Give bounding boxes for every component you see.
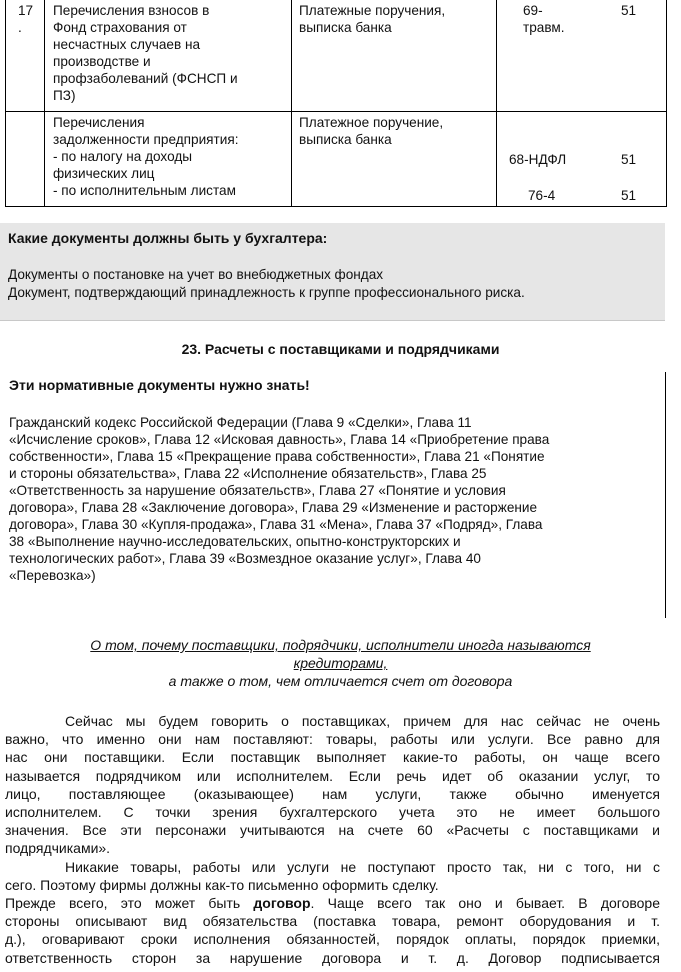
credit-account: 51 <box>621 152 637 167</box>
body-line: стороны описывают вид обязательства (поставка товара, ремонт оборудования и т. <box>5 913 660 930</box>
subtitle-line: О том, почему поставщики, подрядчики, исполнители иногда называются <box>90 637 591 653</box>
operation-description: Перечисления задолженности предприятия: - по налогу на доходы физических лиц - по исполнительным листам <box>53 115 239 198</box>
body-line: лицо, поставляющее (оказывающее) нам услуги, также обычно именуется <box>5 785 660 802</box>
operation-description: Перечисления взносов в Фонд страхования от несчастных случаев на производстве и профзаболеваний (ФСНСП и ПЗ) <box>53 3 238 103</box>
normative-line: «Исчисление сроков», Глава 12 «Исковая давность», Глава 14 «Приобретение права <box>9 432 550 447</box>
description-cell <box>44 111 291 206</box>
body-line: значения. Все эти персонажи учитываются на счете 60 «Расчеты с поставщиками и <box>5 822 660 839</box>
credit-account: 51 <box>621 3 637 18</box>
normative-documents-box <box>5 372 666 618</box>
normative-line: договора», Глава 30 «Купля-продажа», Глава 31 «Мена», Глава 37 «Подряд», Глава <box>9 517 543 532</box>
normative-line: собственности», Глава 15 «Прекращение права собственности», Глава 21 «Понятие <box>9 449 545 464</box>
body-text <box>5 712 660 967</box>
entries-cell <box>496 0 667 111</box>
normative-line: 38 «Выполнение научно-исследовательских, опытно-конструкторских и <box>9 534 461 549</box>
normative-line: «Перевозка») <box>9 568 96 583</box>
body-line: важно, что именно они нам поставляют: товары, работы или услуги. Все равно для <box>5 731 660 748</box>
body-fragment: Прежде всего, это может быть <box>5 895 254 912</box>
row-number-cell <box>6 0 44 111</box>
documents-cell <box>291 0 496 111</box>
body-line: ответственность сторон за нарушение договора и т. д. Договор подписывается <box>5 949 660 966</box>
body-line: подрядчиками». <box>5 840 111 857</box>
documents-cell <box>291 111 496 206</box>
accountant-documents-title: Какие документы должны быть у бухгалтера: <box>8 230 328 246</box>
emphasized-term: договор <box>253 895 311 912</box>
description-cell <box>44 0 291 111</box>
body-line: исполнителем. С точки зрения бухгалтерского учета это не имеет большого <box>5 804 660 821</box>
body-line <box>5 894 660 912</box>
entries-cell <box>496 111 667 206</box>
accountant-documents-box <box>0 223 665 321</box>
credit-account: 51 <box>621 188 637 203</box>
normative-line: Гражданский кодекс Российской Федерации (Глава 9 «Сделки», Глава 11 <box>9 415 472 430</box>
table-row <box>5 0 667 112</box>
normative-text <box>9 414 659 584</box>
source-documents: Платежное поручение, выписка банка <box>299 115 444 147</box>
body-line: нас они поставщики. Если поставщик выполняет какие-то работы, он чаще всего <box>5 749 660 766</box>
row-number-cell <box>6 111 44 206</box>
body-fragment: . Чаще всего так оно и бывает. В договоре <box>310 895 660 912</box>
subtitle-line: а также о том, чем отличается счет от договора <box>168 673 513 689</box>
subtitle <box>0 636 681 690</box>
row-number: 17 . <box>18 3 34 35</box>
body-line: сего. Поэтому фирмы должны как-то письменно оформить сделку. <box>5 876 439 893</box>
body-line: д.), оговаривают сроки исполнения обязанностей, порядок оплаты, порядок приемки, <box>5 931 660 948</box>
normative-line: «Ответственность за нарушение обязательств», Глава 27 «Понятие и условия <box>9 483 506 498</box>
normative-line: и стороны обязательства», Глава 22 «Исполнение обязательств», Глава 25 <box>9 466 487 481</box>
source-documents: Платежные поручения, выписка банка <box>299 3 446 35</box>
body-line: Сейчас мы будем говорить о поставщиках, причем для нас сейчас не очень <box>65 713 660 729</box>
table-row <box>5 111 667 207</box>
normative-line: технологических работ», Глава 39 «Возмездное оказание услуг», Глава 40 <box>9 551 481 566</box>
body-line: Никакие товары, работы или услуги не поступают просто так, ни с того, ни с <box>65 858 660 875</box>
debit-account: 69- травм. <box>523 3 565 35</box>
normative-line: договора», Глава 28 «Заключение договора», Глава 29 «Изменение и расторжение <box>9 500 538 515</box>
body-line: называется подрядчиком или исполнителем. Если речь идет об оказании услуг, то <box>5 767 660 784</box>
debit-account: 76-4 <box>528 188 556 203</box>
subtitle-line: кредиторами, <box>293 655 388 671</box>
normative-title: Эти нормативные документы нужно знать! <box>9 377 310 393</box>
debit-account: 68-НДФЛ <box>509 152 567 167</box>
accountant-document-item: Документы о постановке на учет во внебюджетных фондах <box>8 267 384 282</box>
accountant-document-item: Документ, подтверждающий принадлежность к группе профессионального риска. <box>8 285 525 300</box>
section-title: 23. Расчеты с поставщиками и подрядчиками <box>181 341 500 357</box>
